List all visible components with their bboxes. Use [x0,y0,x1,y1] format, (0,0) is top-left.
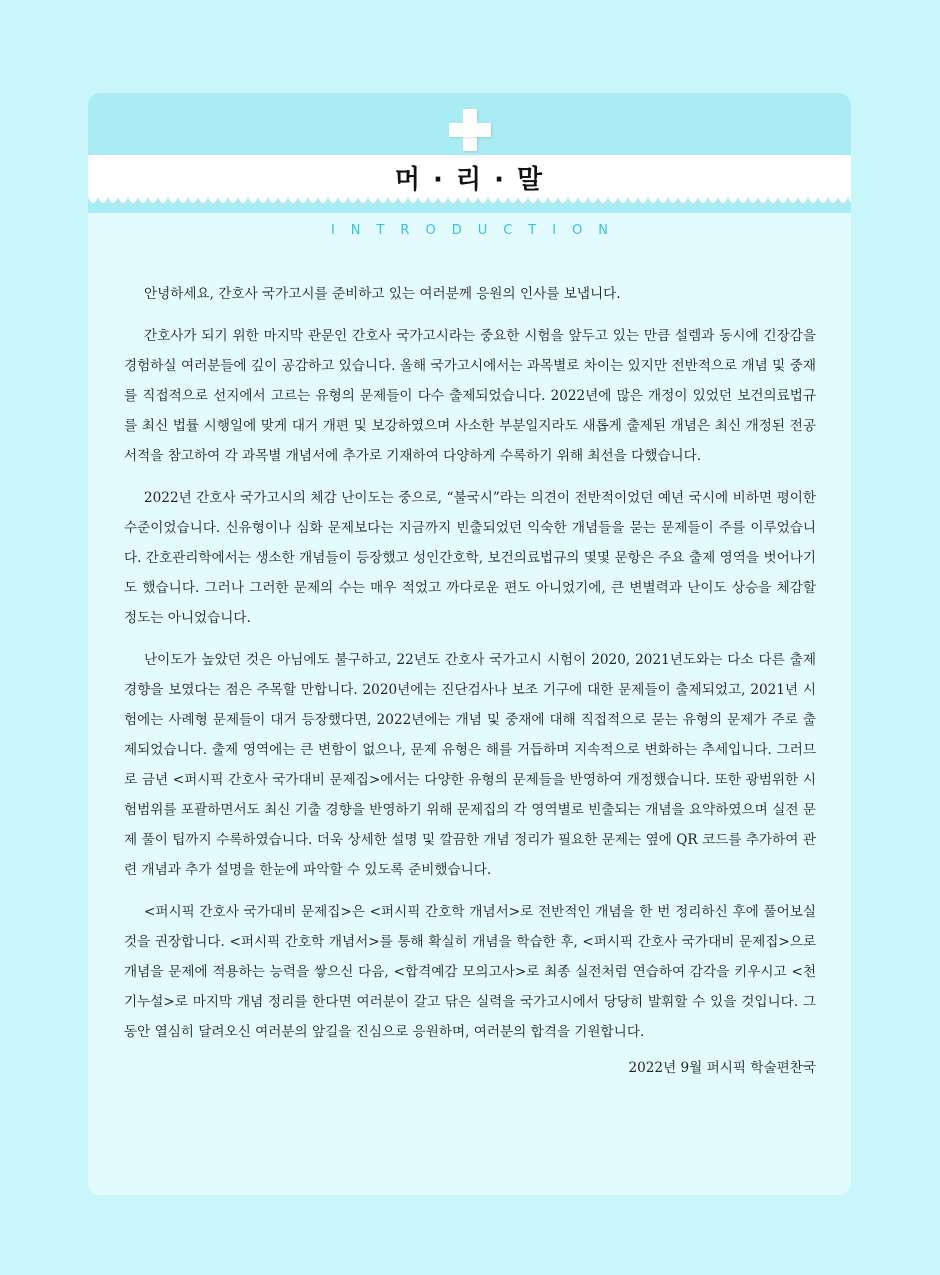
cross-icon [449,109,491,151]
scalloped-divider [88,197,851,213]
paragraph-3: 2022년 간호사 국가고시의 체감 난이도는 중으로, “불국시”라는 의견이 전반적이었던 예년 국시에 비하면 평이한 수준이었습니다. 신유형이나 심화 문제보다는 지금까지 빈출되었던 익숙한 개념들을 묻는 문제들이 주를 이루었습니다. 간호관리학에서는 생소한 개념들이 등장했고 성인간호학, 보건의료법규의 몇몇 문항은 주요 출제 영역을 벗어나기도 했습니다. 그러나 그러한 문제의 수는 매우 적었고 까다로운 편도 아니었기에, 큰 변별력과 난이도 상승을 체감할 정도는 아니었습니다. [124,490,816,626]
header-band [88,93,851,155]
body-text [124,279,816,1083]
page-title: 머 · 리 · 말 [394,165,545,195]
paragraph-1: 안녕하세요, 간호사 국가고시를 준비하고 있는 여러분께 응원의 인사를 보냅니다. [144,286,621,302]
paragraph-5: <퍼시픽 간호사 국가대비 문제집>은 <퍼시픽 간호학 개념서>로 전반적인 개념을 한 번 정리하신 후에 풀어보실 것을 권장합니다. <퍼시픽 간호학 개념서>를 통해 확실히 개념을 학습한 후, <퍼시픽 간호사 국가대비 문제집>으로 개념을 문제에 적용하는 능력을 쌓으신 다음, <합격예감 모의고사>로 최종 실전처럼 연습하여 감각을 키우시고 <천기누설>로 마지막 개념 정리를 한다면 여러분이 갈고 닦은 실력을 국가고시에서 당당히 발휘할 수 있을 것입니다. 그동안 열심히 달려오신 여러분의 앞길을 진심으로 응원하며, 여러분의 합격을 기원합니다. [124,904,816,1040]
paragraph-4: 난이도가 높았던 것은 아님에도 불구하고, 22년도 간호사 국가고시 시험이 2020, 2021년도와는 다소 다른 출제 경향을 보였다는 점은 주목할 만합니다. 2020년에는 진단검사나 보조 기구에 대한 문제들이 출제되었고, 2021년 시험에는 사례형 문제들이 대거 등장했다면, 2022년에는 개념 및 중재에 대해 직접적으로 묻는 유형의 문제가 주로 출제되었습니다. 출제 영역에는 큰 변함이 없으나, 문제 유형은 해를 거듭하며 지속적으로 변화하는 추세입니다. 그러므로 금년 <퍼시픽 간호사 국가대비 문제집>에서는 다양한 유형의 문제들을 반영하여 개정했습니다. 또한 광범위한 시험범위를 포괄하면서도 최신 기출 경향을 반영하기 위해 문제집의 각 영역별로 빈출되는 개념을 요약하였으며 실전 문제 풀이 팁까지 수록하였습니다. 더욱 상세한 설명 및 깔끔한 개념 정리가 필요한 문제는 옆에 QR 코드를 추가하여 관련 개념과 추가 설명을 한눈에 파악할 수 있도록 준비했습니다. [124,652,816,878]
paragraph-2: 간호사가 되기 위한 마지막 관문인 간호사 국가고시라는 중요한 시험을 앞두고 있는 만큼 설렘과 동시에 긴장감을 경험하실 여러분들에 깊이 공감하고 있습니다. 올해 국가고시에서는 과목별로 차이는 있지만 전반적으로 개념 및 중재를 직접적으로 선지에서 고르는 유형의 문제들이 다수 출제되었습니다. 2022년에 많은 개정이 있었던 보건의료법규를 최신 법률 시행일에 맞게 대거 개편 및 보강하였으며 사소한 부분일지라도 새롭게 출제된 개념은 최신 개정된 전공서적을 참고하여 각 과목별 개념서에 추가로 기재하여 다양하게 수록하기 위해 최선을 다했습니다. [124,328,816,464]
signature: 2022년 9월 퍼시픽 학술편찬국 [628,1060,816,1076]
title-bar [88,155,851,197]
page-panel [88,93,851,1195]
page-subtitle: INTRODUCTION [330,223,625,238]
